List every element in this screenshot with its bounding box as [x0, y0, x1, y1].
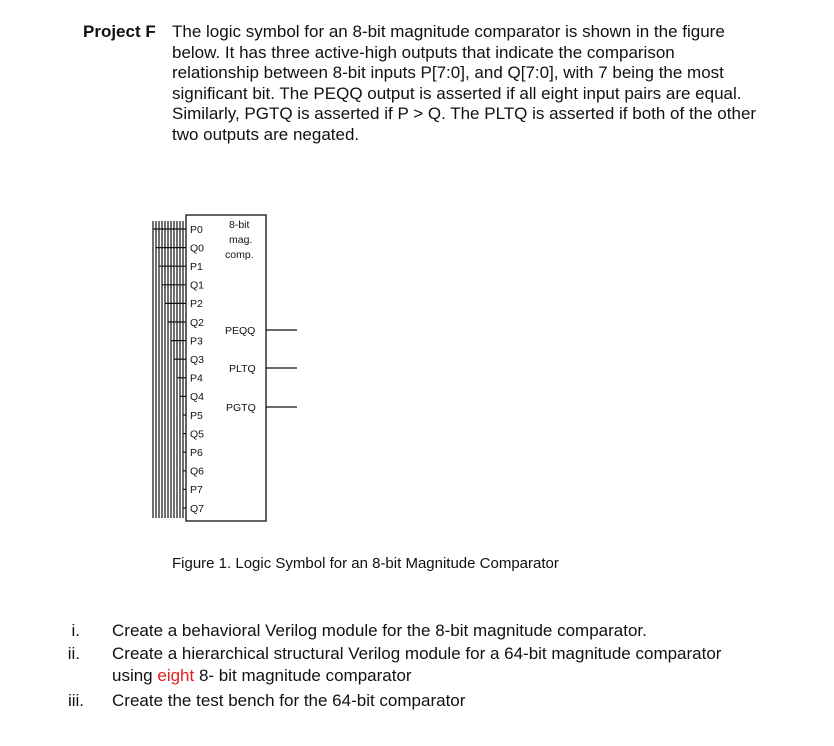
- input-lines: [153, 221, 183, 518]
- task-text-post: 8- bit magnitude comparator: [194, 666, 412, 685]
- input-pins: [153, 229, 186, 508]
- input-pin-label: Q6: [190, 465, 205, 478]
- output-label-pgtq: PGTQ: [226, 402, 256, 414]
- title-line: comp.: [225, 249, 254, 261]
- task-text-pre: using: [112, 666, 158, 685]
- input-pin-label: P2: [190, 298, 203, 311]
- input-pin-label: P5: [190, 409, 203, 422]
- outputs: [225, 325, 297, 414]
- block-title: [225, 219, 254, 261]
- input-pin-label: Q3: [190, 354, 205, 366]
- description-line: Similarly, PGTQ is asserted if P > Q. The PLTQ is asserted if both of the other: [172, 104, 757, 124]
- input-pin-label: Q5: [190, 428, 205, 441]
- task-number: ii.: [67, 644, 80, 663]
- task-text: Create a behavioral Verilog module for the 8-bit magnitude comparator.: [112, 621, 647, 640]
- highlight-word: eight: [157, 666, 195, 685]
- title-line: 8-bit: [229, 219, 250, 231]
- input-pin-label: Q2: [190, 316, 205, 329]
- output-label-pltq: PLTQ: [229, 363, 256, 375]
- input-pin-label: Q4: [190, 391, 205, 404]
- input-pin-label: P7: [190, 484, 203, 497]
- task-text: Create a hierarchical structural Verilog module for a 64-bit magnitude comparator: [112, 644, 722, 663]
- description-line: significant bit. The PEQQ output is asserted if all eight input pairs are equal.: [172, 83, 742, 103]
- description-line: below. It has three active-high outputs that indicate the comparison: [172, 42, 675, 62]
- input-pin-label: Q1: [190, 279, 205, 292]
- project-label: Project F: [83, 22, 156, 41]
- input-pin-labels: [190, 224, 204, 515]
- task-number: iii.: [67, 691, 84, 710]
- figure-caption: Figure 1. Logic Symbol for an 8-bit Magnitude Comparator: [172, 555, 559, 572]
- input-pin-label: Q7: [190, 502, 205, 515]
- input-pin-label: P0: [190, 223, 203, 236]
- input-pin-label: P3: [190, 335, 203, 348]
- task-text-continued: [112, 665, 412, 686]
- description-line: relationship between 8-bit inputs P[7:0], and Q[7:0], with 7 being the most: [172, 63, 724, 83]
- input-pin-label: Q0: [190, 242, 205, 255]
- description-line: two outputs are negated.: [172, 124, 360, 144]
- input-pin-label: P4: [190, 372, 203, 385]
- input-pin-label: P1: [190, 261, 203, 273]
- output-label-peqq: PEQQ: [225, 325, 256, 337]
- description-line: The logic symbol for an 8-bit magnitude comparator is shown in the figure: [172, 22, 725, 41]
- input-pin-label: P6: [190, 447, 203, 459]
- task-number: i.: [71, 621, 80, 640]
- title-line: mag.: [229, 234, 253, 246]
- task-text: Create the test bench for the 64-bit comparator: [112, 691, 466, 710]
